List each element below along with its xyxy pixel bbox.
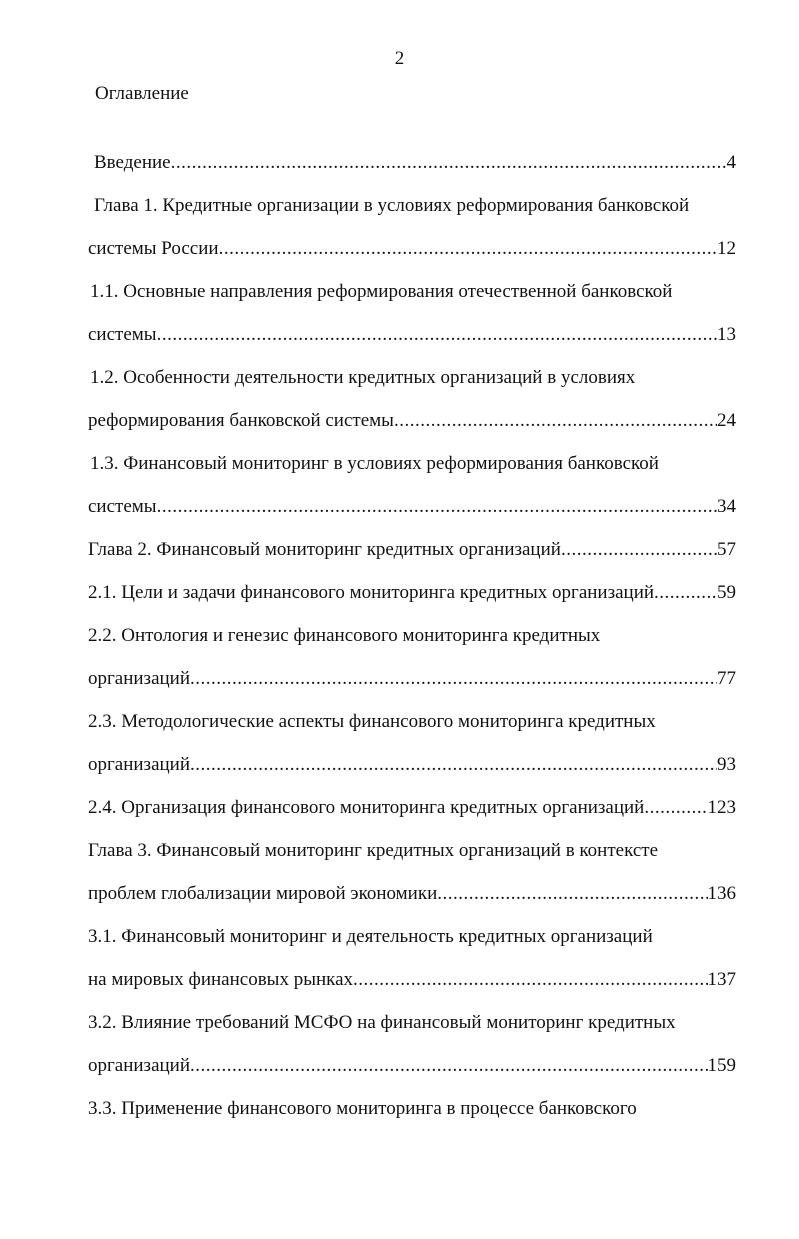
toc-entry-title: Глава 2. Финансовый мониторинг кредитных организаций [88, 539, 561, 560]
toc-entry-section-1-1[interactable] [88, 270, 736, 313]
toc-entry-title: 2.4. Организация финансового мониторинга кредитных организаций [88, 797, 645, 818]
toc-entry-section-3-3[interactable] [88, 1087, 736, 1130]
toc-entry-title: 2.3. Методологические аспекты финансового мониторинга кредитных [88, 711, 656, 732]
toc-entry-page: 34 [717, 496, 736, 517]
dot-leader [157, 313, 717, 356]
toc-entry-page: 4 [726, 152, 736, 173]
dot-leader [190, 1044, 707, 1087]
toc-entry-chapter-3[interactable] [88, 829, 736, 872]
toc-entry-section-3-1-cont[interactable] [88, 958, 736, 1001]
toc-entry-section-2-2[interactable] [88, 614, 736, 657]
toc-entry-page: 57 [717, 539, 736, 560]
toc-entry-chapter-1-cont[interactable] [88, 227, 736, 270]
toc-entry-title: организаций [88, 1055, 191, 1076]
toc-entry-title: Глава 3. Финансовый мониторинг кредитных организаций в контексте [88, 840, 659, 861]
toc-entry-section-2-4[interactable] [88, 786, 736, 829]
dot-leader [157, 485, 717, 528]
toc-entry-page: 77 [717, 668, 736, 689]
toc-heading: Оглавление [95, 83, 189, 104]
toc-entry-chapter-2[interactable] [88, 528, 736, 571]
dot-leader [644, 786, 707, 829]
toc-entry-section-3-2[interactable] [88, 1001, 736, 1044]
toc-entry-page: 24 [717, 410, 736, 431]
toc-entry-section-1-1-cont[interactable] [88, 313, 736, 356]
toc-entry-title: 3.1. Финансовый мониторинг и деятельность кредитных организаций [88, 926, 653, 947]
toc-entry-section-2-3[interactable] [88, 700, 736, 743]
toc-entry-page: 12 [717, 238, 736, 259]
toc-entry-section-2-1[interactable] [88, 571, 736, 614]
dot-leader [190, 657, 717, 700]
toc-entry-section-1-2-cont[interactable] [88, 399, 736, 442]
dot-leader [561, 528, 717, 571]
toc-entry-title: 1.3. Финансовый мониторинг в условиях реформирования банковской [90, 453, 659, 474]
toc-entry-section-2-3-cont[interactable] [88, 743, 736, 786]
toc-entry-title: 1.1. Основные направления реформирования отечественной банковской [90, 281, 673, 302]
toc-entry-page: 137 [707, 969, 736, 990]
toc-entry-section-1-3[interactable] [88, 442, 736, 485]
toc-entry-page: 93 [717, 754, 736, 775]
toc-entry-title: 2.1. Цели и задачи финансового мониторинга кредитных организаций [88, 582, 655, 603]
toc-entry-title: на мировых финансовых рынках [88, 969, 354, 990]
toc-entry-title: организаций [88, 668, 191, 689]
toc-entry-section-3-2-cont[interactable] [88, 1044, 736, 1087]
toc-entry-section-1-3-cont[interactable] [88, 485, 736, 528]
toc-entry-title: реформирования банковской системы [88, 410, 394, 431]
page-number: 2 [394, 48, 405, 69]
toc-entry-title: системы [88, 324, 157, 345]
toc-entry-introduction[interactable] [88, 141, 736, 184]
toc-entry-page: 159 [707, 1055, 736, 1076]
toc-entry-title: системы России [88, 238, 219, 259]
dot-leader [654, 571, 717, 614]
toc-entry-title: 2.2. Онтология и генезис финансового мониторинга кредитных [88, 625, 601, 646]
toc-entry-title: 3.2. Влияние требований МСФО на финансовый мониторинг кредитных [88, 1012, 676, 1033]
toc-entry-title: 1.2. Особенности деятельности кредитных организаций в условиях [90, 367, 636, 388]
dot-leader [394, 399, 717, 442]
toc-entry-page: 136 [707, 883, 736, 904]
toc-entry-title: системы [88, 496, 157, 517]
toc-entry-title: 3.3. Применение финансового мониторинга в процессе банковского [88, 1098, 637, 1119]
dot-leader [190, 743, 717, 786]
toc-entry-title: Глава 1. Кредитные организации в условиях реформирования банковской [94, 195, 690, 216]
toc-entry-section-2-2-cont[interactable] [88, 657, 736, 700]
toc-entry-chapter-3-cont[interactable] [88, 872, 736, 915]
dot-leader [171, 141, 727, 184]
table-of-contents [88, 141, 736, 1130]
dot-leader [437, 872, 707, 915]
toc-entry-page: 13 [717, 324, 736, 345]
toc-entry-page: 59 [717, 582, 736, 603]
toc-entry-title: проблем глобализации мировой экономики [88, 883, 438, 904]
toc-entry-page: 123 [707, 797, 736, 818]
toc-entry-section-3-1[interactable] [88, 915, 736, 958]
dot-leader [353, 958, 707, 1001]
toc-entry-title: Введение [94, 152, 171, 173]
toc-entry-section-1-2[interactable] [88, 356, 736, 399]
dot-leader [219, 227, 717, 270]
toc-entry-chapter-1[interactable] [88, 184, 736, 227]
toc-entry-title: организаций [88, 754, 191, 775]
